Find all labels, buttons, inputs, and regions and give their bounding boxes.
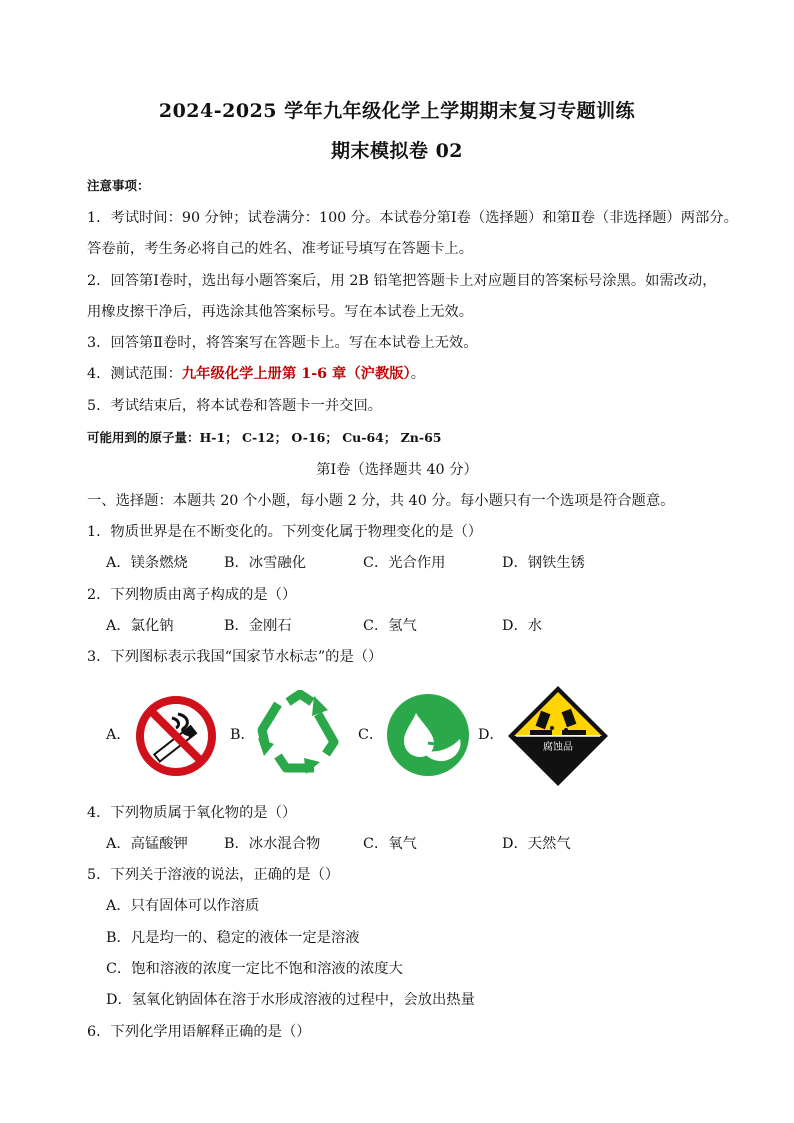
- corrosive-hazard-icon: [506, 684, 610, 788]
- page-subtitle: 期末模拟卷 02: [330, 140, 464, 162]
- section-title: 第Ⅰ卷（选择题共 40 分）: [316, 462, 478, 478]
- question-1-stem: 1．物质世界是在不断变化的。下列变化属于物理变化的是（）: [87, 524, 483, 540]
- note-4: [87, 363, 425, 383]
- question-5-option-b: B．凡是均一的、稳定的液体一定是溶液: [106, 930, 360, 946]
- question-3-option-a: A．: [106, 727, 131, 743]
- question-1-option-a: A．镁条燃烧: [106, 555, 188, 571]
- question-5-option-d: D．氢氧化钠固体在溶于水形成溶液的过程中，会放出热量: [106, 992, 475, 1008]
- question-2-stem: 2．下列物质由离子构成的是（）: [87, 587, 297, 603]
- question-3-option-c: C．: [358, 727, 384, 743]
- question-3-option-d: D．: [478, 727, 504, 743]
- section-instructions: 一、选择题：本题共 20 个小题，每小题 2 分，共 40 分。每小题只有一个选项是符合题意。: [87, 493, 675, 509]
- question-4-option-a: A．高锰酸钾: [106, 836, 188, 852]
- question-5-option-a: A．只有固体可以作溶质: [106, 898, 260, 914]
- question-3-stem: 3．下列图标表示我国“国家节水标志”的是（）: [87, 649, 383, 665]
- note-3: 3．回答第Ⅱ卷时，将答案写在答题卡上。写在本试卷上无效。: [87, 335, 478, 351]
- question-5-stem: 5．下列关于溶液的说法，正确的是（）: [87, 867, 340, 883]
- note-2-line-2: 用橡皮擦干净后，再选涂其他答案标号。写在本试卷上无效。: [87, 304, 474, 320]
- question-4-option-c: C．氧气: [363, 836, 417, 852]
- note-4-prefix: 4．测试范围：: [87, 366, 182, 382]
- note-2-line-1: 2．回答第Ⅰ卷时，选出每小题答案后，用 2B 铅笔把答题卡上对应题目的答案标号涂黑。如需改动，: [87, 273, 717, 289]
- question-1-option-c: C．光合作用: [363, 555, 446, 571]
- note-5: 5．考试结束后，将本试卷和答题卡一并交回。: [87, 398, 383, 414]
- question-4-option-b: B．冰水混合物: [224, 836, 321, 852]
- recycling-icon: [254, 690, 346, 776]
- note-4-suffix: 。: [410, 366, 425, 382]
- notes-heading: 注意事项：: [87, 178, 150, 193]
- atomic-masses: 可能用到的原子量：H-1； C-12； O-16； Cu-64； Zn-65: [87, 430, 442, 445]
- note-4-scope: 九年级化学上册第 1-6 章（沪教版）: [181, 366, 411, 382]
- corrosive-label: 腐蚀品: [543, 742, 573, 753]
- question-2-option-a: A．氯化钠: [106, 618, 174, 634]
- question-3-option-b: B．: [230, 727, 255, 743]
- question-1-option-b: B．冰雪融化: [224, 555, 306, 571]
- note-1-line-2: 答卷前，考生务必将自己的姓名、准考证号填写在答题卡上。: [87, 241, 474, 257]
- question-6-stem: 6．下列化学用语解释正确的是（）: [87, 1024, 311, 1040]
- note-1-line-1: 1．考试时间：90 分钟；试卷满分：100 分。本试卷分第Ⅰ卷（选择题）和第Ⅱ卷（非选择题）两部分。: [87, 210, 738, 226]
- question-1-option-d: D．钢铁生锈: [502, 555, 585, 571]
- question-2-option-d: D．水: [502, 618, 543, 634]
- question-5-option-c: C．饱和溶液的浓度一定比不饱和溶液的浓度大: [106, 961, 403, 977]
- question-4-stem: 4．下列物质属于氧化物的是（）: [87, 805, 297, 821]
- question-4-option-d: D．天然气: [502, 836, 571, 852]
- water-saving-icon: [386, 693, 470, 777]
- page-title: 2024-2025 学年九年级化学上学期期末复习专题训练: [158, 100, 636, 122]
- no-smoking-icon: [134, 694, 218, 778]
- question-2-option-b: B．金刚石: [224, 618, 292, 634]
- question-2-option-c: C．氢气: [363, 618, 417, 634]
